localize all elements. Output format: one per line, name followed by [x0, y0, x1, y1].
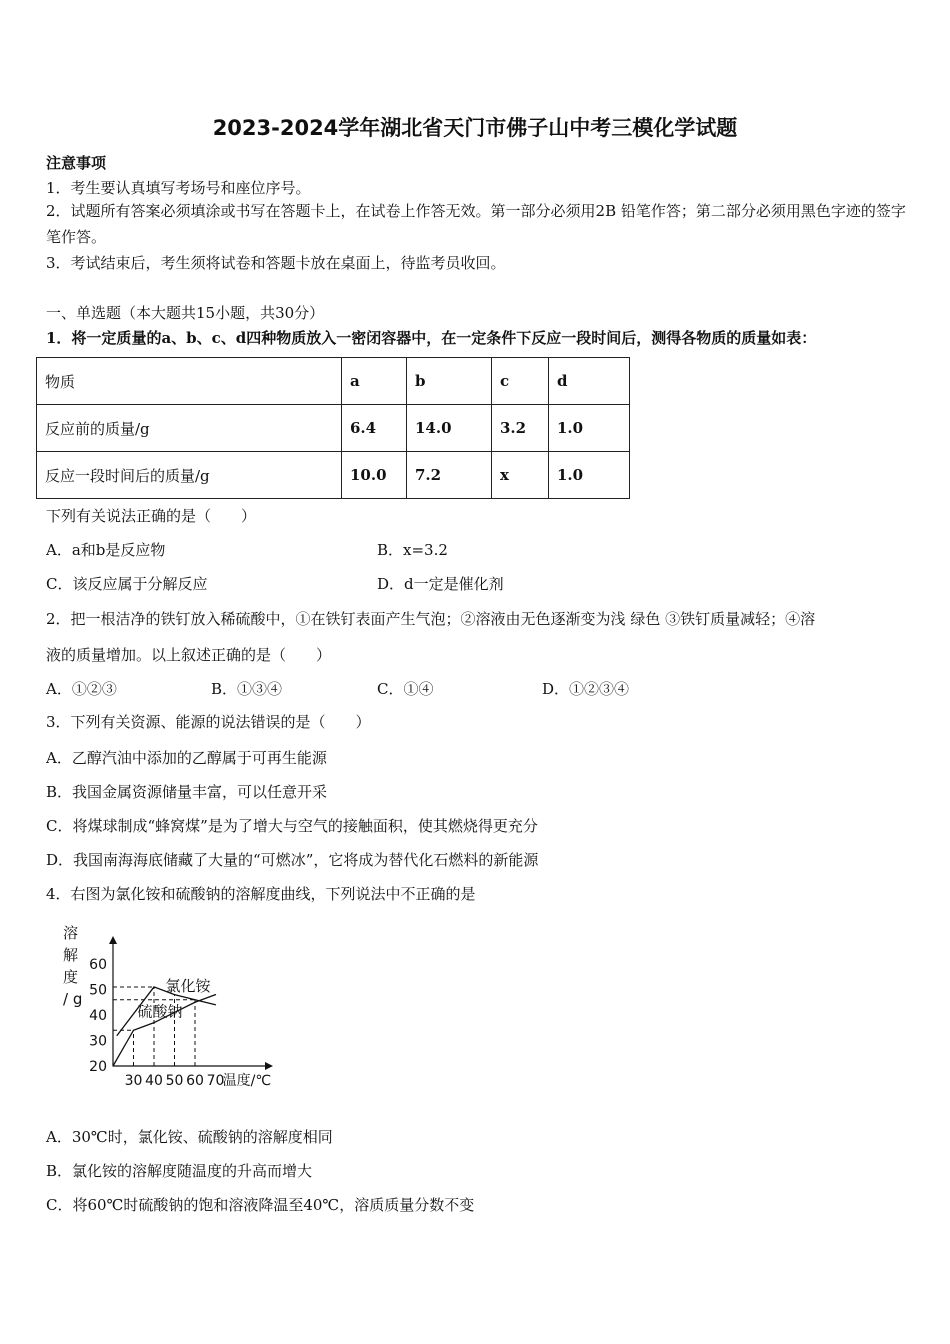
- data-point: [133, 1030, 134, 1031]
- q1-prompt: 下列有关说法正确的是（ ）: [46, 507, 257, 525]
- solubility-chart: [55, 920, 295, 1095]
- table-cell: x: [492, 452, 549, 499]
- table-cell: 3.2: [492, 405, 549, 452]
- y-tick-label: 30: [89, 1033, 107, 1050]
- q3-option-c[interactable]: C．将煤球制成“蜂窝煤”是为了增大与空气的接触面积，使其燃烧得更充分: [46, 817, 538, 835]
- table-row: [37, 452, 630, 499]
- x-tick-label: 70: [206, 1073, 225, 1089]
- table-cell: 反应前的质量/g: [37, 405, 342, 452]
- q4-option-c[interactable]: C．将60℃时硫酸钠的饱和溶液降温至40℃，溶质质量分数不变: [46, 1196, 475, 1214]
- q1-option-a[interactable]: A．a和b是反应物: [46, 541, 166, 559]
- table-cell: 1.0: [549, 452, 630, 499]
- notice-item-2: 2．试题所有答案必须填涂或书写在答题卡上，在试卷上作答无效。第一部分必须用2B 铅笔作答；第二部分必须用黑色字迹的签字笔作答。: [46, 202, 906, 246]
- page-title: 2023-2024学年湖北省天门市佛子山中考三模化学试题: [212, 116, 738, 140]
- x-tick-label: 30: [124, 1073, 143, 1089]
- table-cell: 10.0: [342, 452, 407, 499]
- notice-item-3: 3．考试结束后，考生须将试卷和答题卡放在桌面上，待监考员收回。: [46, 254, 506, 272]
- q3-option-d[interactable]: D．我国南海海底储藏了大量的“可燃冰”，它将成为替代化石燃料的新能源: [46, 851, 539, 869]
- table-row: [37, 358, 630, 405]
- data-point: [215, 994, 216, 995]
- q4-option-a[interactable]: A．30℃时，氯化铵、硫酸钠的溶解度相同: [46, 1128, 333, 1146]
- q2-option-d[interactable]: D．①②③④: [542, 680, 630, 698]
- x-tick-label: 40: [145, 1073, 163, 1089]
- data-point: [194, 1002, 195, 1003]
- q1-option-c[interactable]: C．该反应属于分解反应: [46, 575, 208, 593]
- notice-item-1: 1．考生要认真填写考场号和座位序号。: [46, 179, 311, 197]
- table-cell: 7.2: [407, 452, 492, 499]
- q2-stem-line1: 2．把一根洁净的铁钉放入稀硫酸中，①在铁钉表面产生气泡；②溶液由无色逐渐变为浅 绿色 ③铁钉质量减轻；④溶: [46, 610, 816, 628]
- data-point: [153, 986, 154, 987]
- table-header-cell: d: [549, 358, 630, 405]
- q4-option-b[interactable]: B．氯化铵的溶解度随温度的升高而增大: [46, 1162, 313, 1180]
- data-point: [215, 1004, 216, 1005]
- mass-table: [36, 357, 630, 499]
- x-axis-arrow: [265, 1062, 273, 1070]
- q1-stem: 1．将一定质量的a、b、c、d四种物质放入一密闭容器中，在一定条件下反应一段时间后，测得各物质的质量如表：: [46, 329, 817, 347]
- x-tick-label: 50: [165, 1073, 184, 1089]
- table-cell: 反应一段时间后的质量/g: [37, 452, 342, 499]
- x-tick-label: 60: [186, 1073, 204, 1089]
- q2-option-a[interactable]: A．①②③: [46, 680, 117, 698]
- table-header-cell: 物质: [37, 358, 342, 405]
- y-axis-label: / g: [63, 990, 83, 1008]
- y-tick-label: 60: [89, 957, 107, 973]
- q1-option-d[interactable]: D．d一定是催化剂: [377, 575, 504, 593]
- q3-option-a[interactable]: A．乙醇汽油中添加的乙醇属于可再生能源: [46, 749, 327, 767]
- table-header-cell: c: [492, 358, 549, 405]
- y-tick-label: 40: [89, 1008, 107, 1024]
- table-cell: 14.0: [407, 405, 492, 452]
- series-label: 氯化铵: [165, 976, 211, 995]
- q2-option-b[interactable]: B．①③④: [211, 680, 283, 698]
- y-tick-label: 50: [89, 982, 107, 999]
- series-label: 硫酸钠: [137, 1002, 183, 1021]
- table-cell: 1.0: [549, 405, 630, 452]
- q1-option-b[interactable]: B．x=3.2: [377, 541, 448, 559]
- data-point: [117, 1035, 118, 1036]
- y-axis-arrow: [109, 936, 117, 944]
- table-row: [37, 405, 630, 452]
- y-axis-label: 解: [63, 946, 79, 964]
- q3-stem: 3．下列有关资源、能源的说法错误的是（ ）: [46, 713, 371, 731]
- data-point: [194, 999, 195, 1000]
- q3-option-b[interactable]: B．我国金属资源储量丰富，可以任意开采: [46, 783, 328, 801]
- q2-option-c[interactable]: C．①④: [377, 680, 434, 698]
- table-header-cell: a: [342, 358, 407, 405]
- q4-stem: 4．右图为氯化铵和硫酸钠的溶解度曲线，下列说法中不正确的是: [46, 885, 476, 903]
- x-axis-label: 温度/℃: [222, 1073, 272, 1089]
- table-header-cell: b: [407, 358, 492, 405]
- y-axis-label: 度: [63, 968, 79, 986]
- data-point: [112, 1065, 113, 1066]
- y-axis-label: 溶: [63, 924, 79, 942]
- section-heading: 一、单选题（本大题共15小题，共30分）: [46, 304, 325, 322]
- y-tick-label: 20: [89, 1059, 107, 1075]
- data-point: [153, 1022, 154, 1023]
- q2-stem-line2: 液的质量增加。以上叙述正确的是（ ）: [46, 646, 332, 664]
- notice-heading: 注意事项: [46, 154, 107, 172]
- table-cell: 6.4: [342, 405, 407, 452]
